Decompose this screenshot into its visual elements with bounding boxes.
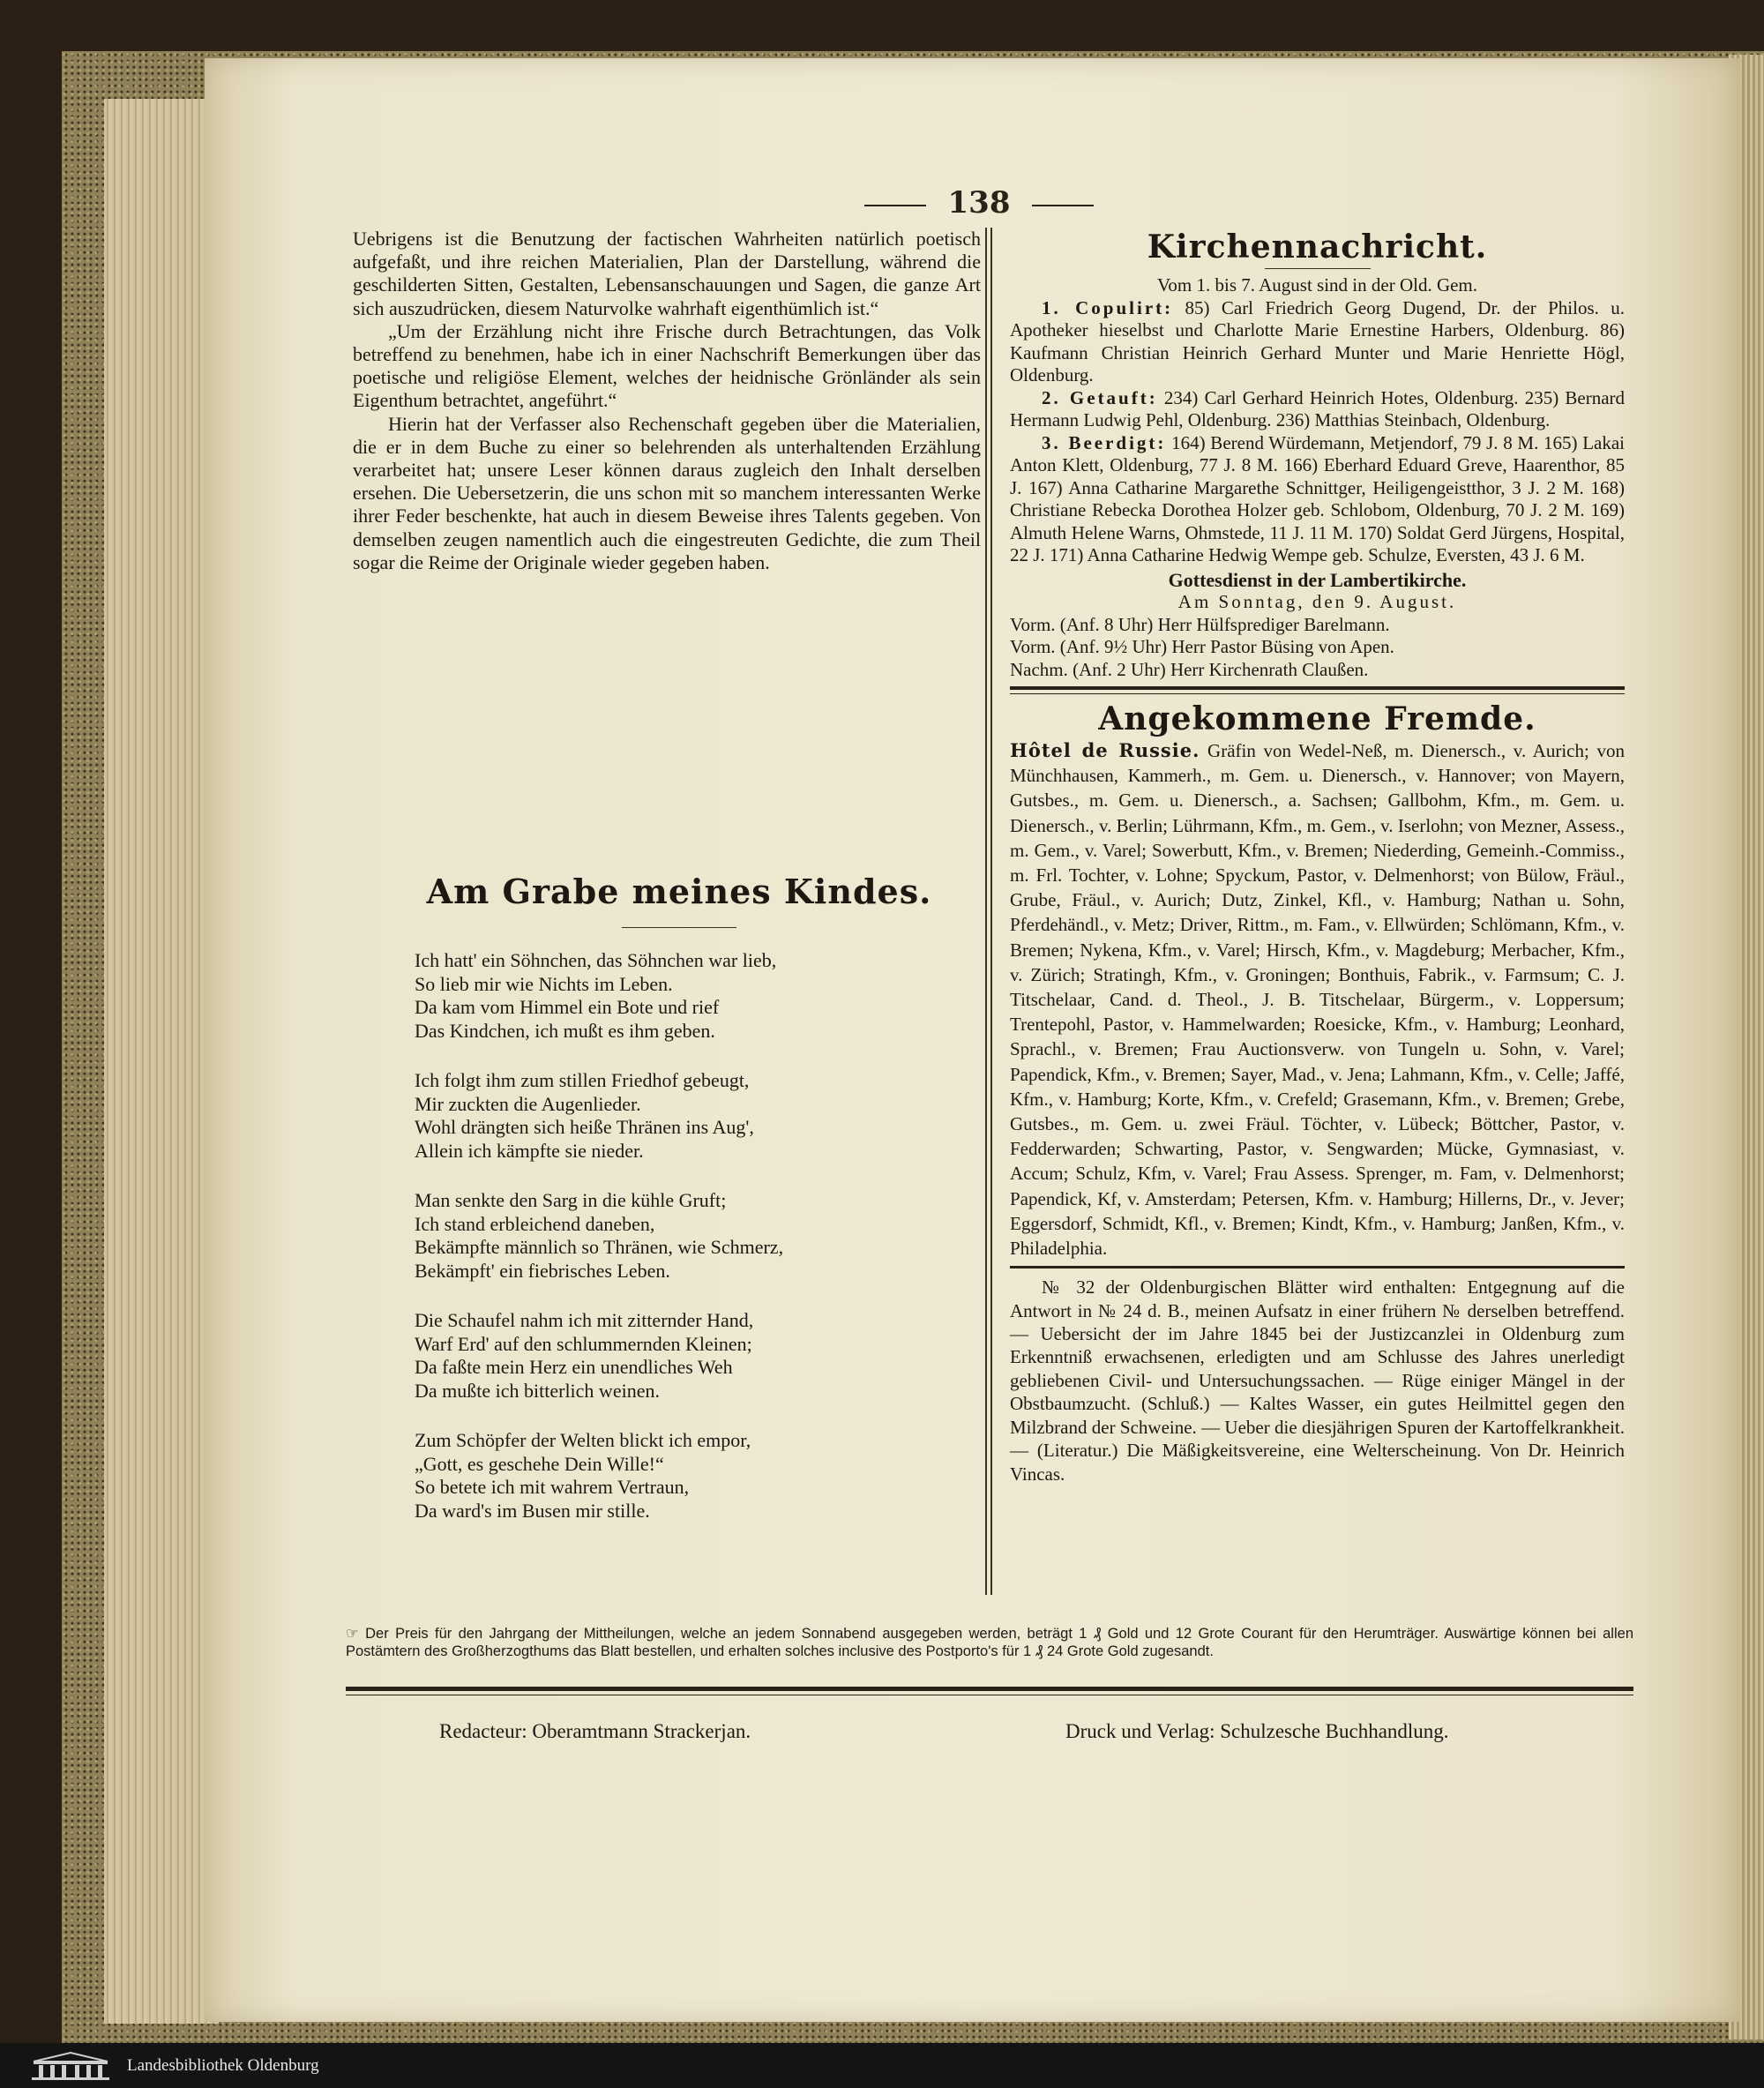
poem-verse: Mir zuckten die Augenlieder. [415, 1092, 641, 1115]
copulirt-label: 1. Copulirt: [1042, 296, 1174, 318]
church-news-title: Kirchennachricht. [1147, 228, 1488, 266]
guests-title: Angekommene Fremde. [1098, 700, 1536, 737]
poem-verse: Ich hatt' ein Söhnchen, das Söhnchen war lieb, [415, 949, 777, 971]
poem-verse: Da faßte mein Herz ein unendliches Weh [415, 1356, 733, 1378]
article-paragraph: Uebrigens ist die Benutzung der factischen Wahrheiten natürlich poetisch aufgefaßt, und ihre reichen Materialien, Plan der Darstellung, während die geschilderten Sitten, Gestalten, Lebensanschauungen und Sagen, die ganze Art sich auszudrücken, diesem Naturvolke wahrhaft eigenthümlich ist.“ [353, 228, 981, 319]
left-column-article [353, 228, 981, 574]
poem [415, 872, 944, 1549]
church-getauft [1010, 387, 1625, 432]
column-divider [985, 228, 987, 1595]
right-column [1010, 228, 1625, 1486]
next-issue-notice: № 32 der Oldenburgischen Blätter wird enthalten: Entgegnung auf die Antwort in № 24 d. B., meinen Aufsatz in einer frühern № derselben betreffend. — Uebersicht der im Jahre 1845 bei der Justizcanzlei in Oldenburg zum Erkenntniß erwachsenen, erledigten und am Schlusse des Jahres unerledigt gebliebenen Civil- und Untersuchungssachen. — Rüge einiger Mängel in der Obstbaumzucht. (Schluß.) — Kaltes Wasser, ein gutes Heilmittel gegen den Milzbrand der Schweine. — Ueber die diesjährigen Spuren der Kartoffelkrankheit. — (Literatur.) Die Mäßigkeitsvereine, eine Welterscheinung. Von Dr. Heinrich Vincas. [1010, 1276, 1625, 1485]
hotel-name: Hôtel de Russie. [1010, 739, 1200, 761]
poem-verse: Warf Erd' auf den schlummernden Kleinen; [415, 1332, 752, 1355]
beerdigt-text: 164) Berend Würdemann, Metjendorf, 79 J. 8 M. 165) Lakai Anton Klett, Oldenburg, 77 J. 8 M. 166) Eberhard Eduard Greve, Haarenthor, 85 J. 167) Anna Catharine Margarethe Schnittger, Heiligengeistthor, 3 J. 2 M. 168) Christiane Rebecka Dorothea Holzer geb. Schlobom, Oldenburg, 70 J. 2 M. 169) Almuth Helene Warns, Ohmstede, 11 J. 11 M. 170) Soldat Gerd Jürgens, Hospital, 22 J. 171) Anna Catharine Hedwig Wempe geb. Schulze, Eversten, 43 J. 6 M. [1010, 431, 1626, 565]
poem-verse: Bekämpft' ein fiebrisches Leben. [415, 1259, 670, 1282]
poem-verse: Ich folgt ihm zum stillen Friedhof gebeugt, [415, 1069, 750, 1091]
poem-verse: So lieb mir wie Nichts im Leben. [415, 972, 673, 995]
church-copulirt [1010, 297, 1625, 387]
article-paragraph: Hierin hat der Verfasser also Rechenschaft gegeben über die Materialien, die er in dem Buche zu einer so belehrenden als unterhaltenden Erzählung verarbeitet hat; unsere Leser können daraus zugleich den Inhalt derselben ersehen. Die Uebersetzerin, die uns schon mit so manchem interessanten Werke ihrer Feder beschenkte, hat auch in diesem Beweise ihres Talents gegeben. Von demselben zeugen namentlich auch die eingestreuten Gedichte, die zum Theil sogar die Reime der Originale wieder gegeben haben. [353, 412, 981, 573]
poem-verse: Die Schaufel nahm ich mit zitternder Hand, [415, 1309, 754, 1331]
church-intro: Vom 1. bis 7. August sind in der Old. Gem. [1156, 274, 1478, 296]
poem-verse: Zum Schöpfer der Welten blickt ich empor, [415, 1429, 751, 1451]
divider [622, 927, 736, 928]
section-divider [1010, 686, 1625, 694]
poem-stanza [415, 949, 944, 1043]
printer-line: Druck und Verlag: Schulzesche Buchhandlung. [1065, 1720, 1449, 1742]
guests-list [1010, 738, 1625, 1261]
library-building-icon [26, 2051, 115, 2081]
poem-verse: Bekämpfte männlich so Thränen, wie Schmerz, [415, 1236, 784, 1258]
service-date: Am Sonntag, den 9. August. [1177, 591, 1457, 612]
poem-verse: Man senkte den Sarg in die kühle Gruft; [415, 1189, 727, 1211]
church-beerdigt [1010, 432, 1625, 567]
guests-text: Gräfin von Wedel-Neß, m. Dienersch., v. Aurich; von Münchhausen, Kammerh., m. Gem. u. Dienersch., v. Hannover; von Mayern, Gutsbes., m. Gem. u. Dienersch., a. Sachsen; Gallbohm, Kfm., m. Gem. u. Dienersch., v. Berlin; Lührmann, Kfm., m. Gem., v. Iserlohn; von Mezner, Assess., m. Gem., v. Varel; Sowerbutt, Kfm., v. Bremen; Niederding, Gemeinh.-Commiss., m. Frl. Tochter, v. Lohne; Spyckum, Pastor, v. Delmenhorst; von Bülow, Fräul., Grube, Fräul., v. Aurich; Dutz, Zinkel, Kfl., v. Hamburg; Nathan u. Sohn, Pferdehändl., v. Metz; Driver, Rittm., m. Fam., v. Ellwürden; Schlömann, Kfm., v. Bremen; Nykena, Kfm., v. Varel; Hirsch, Kfm., v. Magdeburg; Merbacher, Kfm., v. Zürich; Stratingh, Kfm., v. Groningen; Bonthuis, Fabrik., v. Farmsum; C. J. Titschelaar, Cand. d. Theol., J. B. Titschelaar, Bürgerm., v. Loppersum; Trentepohl, Pastor, v. Hammelwarden; Roesicke, Kfm., v. Hamburg; Leonhard, Sprachl., v. Bremen; Frau Auctionsverw. von Tungeln u. Sohn, v. Varel; Papendick, Kfm., v. Bremen; Sayer, Mad., v. Jena; Lahmann, Kfm., v. Celle; Jaffé, Kfm., v. Hamburg; Korte, Kfm., v. Crefeld; Grasemann, Kfm., v. Bremen; Grebe, Gutsbes., m. Gem. u. zwei Fräul. Töchter, v. Lübeck; Böttcher, Pastor, v. Fedderwarden; Schwarting, Pastor, v. Sengwarden; Mücke, Gymnasiast, v. Accum; Schulz, Kfm, v. Varel; Frau Assess. Sprenger, m. Fam, v. Delmenhorst; Papendick, Kf, v. Amsterdam; Petersen, Kfm. v. Hamburg; Hillerns, Dr., v. Jever; Eggersdorf, Schmidt, Kfl., v. Bremen; Kindt, Kfm., v. Hamburg; Janßen, Kfm., v. Philadelphia. [1010, 740, 1625, 1260]
section-divider [1010, 1266, 1625, 1270]
getauft-text: 234) Carl Gerhard Heinrich Hotes, Oldenburg. 235) Bernard Hermann Ludwig Pehl, Oldenburg. 236) Matthias Steinbach, Oldenburg. [1010, 386, 1626, 430]
library-name[interactable]: Landesbibliothek Oldenburg [127, 2055, 319, 2075]
page-edges-left [104, 99, 219, 2024]
church-news [1010, 274, 1625, 681]
service-item: Nachm. (Anf. 2 Uhr) Herr Kirchenrath Claußen. [1010, 658, 1369, 680]
article-paragraph: „Um der Erzählung nicht ihre Frische durch Betrachtungen, das Volk betreffend zu benehmen, habe ich in einer Nachschrift Bemerkungen über das poetische und religiöse Element, welches der heidnische Grönländer als sein Eigenthum betrachtet, angeführt.“ [353, 319, 981, 412]
poem-verse: Das Kindchen, ich mußt es ihm geben. [415, 1019, 715, 1042]
poem-verse: Wohl drängten sich heiße Thränen ins Aug', [415, 1116, 754, 1138]
poem-verse: Allein ich kämpfte sie nieder. [415, 1139, 644, 1162]
poem-verse: Da ward's im Busen mir stille. [415, 1499, 650, 1522]
service-item: Vorm. (Anf. 9½ Uhr) Herr Pastor Büsing von Apen. [1010, 636, 1394, 657]
poem-stanza [415, 1069, 944, 1163]
copulirt-text: 85) Carl Friedrich Georg Dugend, Dr. der Philos. u. Apotheker hieselbst und Charlotte Marie Ernestine Harbers, Oldenburg. 86) Kaufmann Christian Heinrich Gerhard Munter und Marie Henriette Högl, Oldenburg. [1010, 296, 1626, 385]
poem-verse: Ich stand erbleichend daneben, [415, 1212, 655, 1235]
service-item: Vorm. (Anf. 8 Uhr) Herr Hülfsprediger Barelmann. [1010, 613, 1390, 635]
poem-stanza [415, 1309, 944, 1403]
poem-verse: Da kam vom Himmel ein Bote und rief [415, 996, 720, 1018]
getauft-label: 2. Getauft: [1042, 386, 1158, 408]
poem-verse: „Gott, es geschehe Dein Wille!“ [415, 1452, 664, 1475]
poem-verse: Da mußte ich bitterlich weinen. [415, 1379, 660, 1402]
poem-title: Am Grabe meines Kindes. [426, 872, 932, 911]
page-number: 138 [864, 185, 1094, 221]
editor-line: Redacteur: Oberamtmann Strackerjan. [439, 1720, 751, 1742]
price-notice: ☞ Der Preis für den Jahrgang der Mittheilungen, welche an jedem Sonnabend ausgegeben werden, beträgt 1 ₰ Gold und 12 Grote Courant für den Herumträger. Auswärtige können bei allen Postämtern des Großherzogthums das Blatt bestellen, und erhalten solches inclusive des Postporto's für 1 ₰ 24 Grote Gold zugesandt. [346, 1626, 1633, 1659]
beerdigt-label: 3. Beerdigt: [1042, 431, 1167, 453]
divider [1265, 268, 1371, 269]
service-title: Gottesdienst in der Lambertikirche. [1168, 568, 1467, 591]
viewer-footer-bar [0, 2043, 1764, 2088]
poem-verse: So betete ich mit wahrem Vertraun, [415, 1476, 690, 1498]
poem-stanza [415, 1429, 944, 1523]
footer-divider [346, 1687, 1633, 1695]
column-divider [990, 228, 992, 1595]
poem-stanza [415, 1189, 944, 1283]
